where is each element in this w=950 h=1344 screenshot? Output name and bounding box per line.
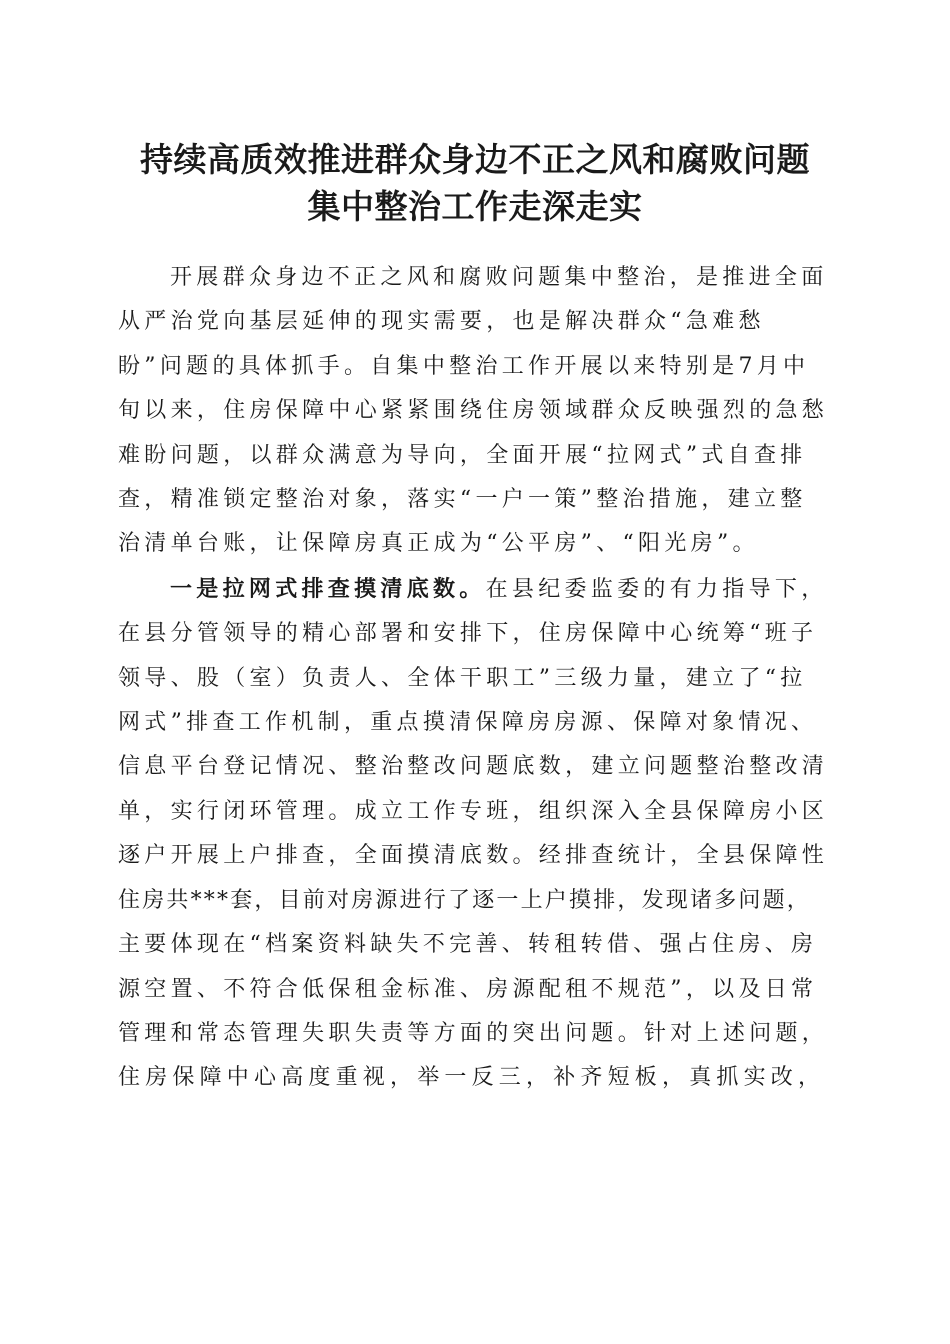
title-line-1: 持续高质效推进群众身边不正之风和腐败问题 [140, 140, 810, 179]
paragraph-intro [118, 256, 834, 567]
paragraph-line: 难盼问题，以群众满意为导向，全面开展“拉网式”式自查排 [118, 442, 807, 468]
section-heading: 一是拉网式排查摸清底数。 [170, 575, 486, 602]
paragraph-line: 盼”问题的具体抓手。自集中整治工作开展以来特别是7月中 [118, 353, 810, 379]
paragraph-section-one [118, 567, 834, 1101]
document-title [100, 136, 850, 230]
paragraph-line: 主要体现在“档案资料缺失不完善、转租转借、强占住房、房 [118, 932, 818, 958]
paragraph-line: 住房保障中心高度重视，举一反三，补齐短板，真抓实改， [118, 1065, 826, 1091]
document-body [118, 256, 834, 1101]
paragraph-line: 住房共***套，目前对房源进行了逐一上户摸排，发现诸多问题， [118, 887, 812, 913]
paragraph-line: 信息平台登记情况、整治整改问题底数，建立问题整治整改清 [118, 754, 829, 780]
paragraph-line: 在县分管领导的精心部署和安排下，住房保障中心统筹“班子 [118, 621, 818, 647]
paragraph-line: 从严治党向基层延伸的现实需要，也是解决群众“急难愁 [118, 309, 765, 335]
paragraph-line: 源空置、不符合低保租金标准、房源配租不规范”，以及日常 [118, 976, 818, 1002]
paragraph-line: 开展群众身边不正之风和腐败问题集中整治，是推进全面 [170, 265, 828, 290]
paragraph-line: 治清单台账，让保障房真正成为“公平房”、“阳光房”。 [118, 531, 759, 557]
paragraph-line: 领导、股（室）负责人、全体干职工”三级力量，建立了“拉 [118, 665, 807, 691]
title-line-2: 集中整治工作走深走实 [307, 187, 643, 226]
paragraph-line: 网式”排查工作机制，重点摸清保障房房源、保障对象情况、 [118, 710, 818, 736]
paragraph-line: 逐户开展上户排查，全面摸清底数。经排查统计，全县保障性 [118, 843, 829, 869]
paragraph-line: 管理和常态管理失职失责等方面的突出问题。针对上述问题， [118, 1020, 829, 1046]
paragraph-line: 查，精准锁定整治对象，落实“一户一策”整治措施，建立整 [118, 487, 807, 513]
paragraph-line: 旬以来，住房保障中心紧紧围绕住房领域群众反映强烈的急愁 [118, 398, 829, 424]
section-first-line-text: 在县纪委监委的有力指导下， [485, 576, 828, 602]
paragraph-line: 单，实行闭环管理。成立工作专班，组织深入全县保障房小区 [118, 798, 829, 824]
paragraph-line [118, 567, 834, 612]
